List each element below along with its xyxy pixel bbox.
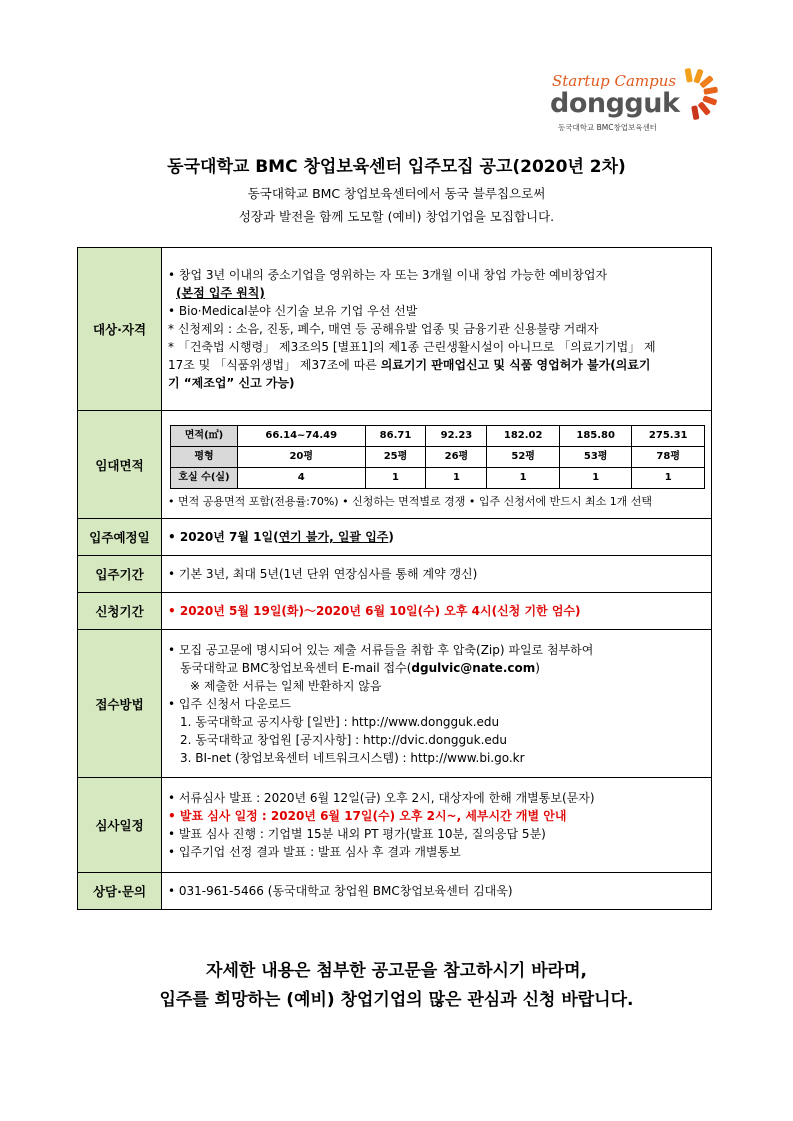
pyeong-cell: 20평 — [238, 446, 366, 467]
intro-line2: 성장과 발전을 함께 도모할 (예비) 창업기업을 모집합니다. — [238, 209, 555, 224]
row-eligibility — [78, 248, 712, 411]
row-move-in — [78, 519, 712, 556]
pyeong-cell: 52평 — [487, 446, 560, 467]
label-period: 입주기간 — [78, 556, 162, 593]
eligibility-line6b: 의료기기 판매업신고 및 식품 영업허가 불가(의료기 — [380, 358, 651, 372]
method-line2c: ) — [535, 660, 540, 675]
move-in-em: 연기 불가, 일괄 입주 — [278, 530, 389, 544]
eligibility-line6a: 17조 및 「식품위생법」 제37조에 따른 — [168, 358, 381, 372]
page-title: 동국대학교 BMC 창업보육센터 입주모집 공고(2020년 2차) — [167, 157, 626, 177]
schedule-line1: • 서류심사 발표 : 2020년 6월 12일(금) 오후 2시, 대상자에 한해 개별통보(문자) — [168, 791, 595, 805]
label-contact: 상담·문의 — [78, 873, 162, 910]
eligibility-line7: 기 “제조업” 신고 가능) — [168, 376, 295, 390]
rooms-cell: 4 — [238, 467, 366, 488]
rooms-cell: 1 — [365, 467, 426, 488]
period-text: • 기본 3년, 최대 5년(1년 단위 연장심사를 통해 계약 갱신) — [162, 556, 712, 593]
rooms-cell: 1 — [632, 467, 705, 488]
intro-line1: 동국대학교 BMC 창업보육센터에서 동국 블루칩으로써 — [247, 186, 546, 201]
label-apply-period: 신청기간 — [78, 593, 162, 630]
apply-period-text: • 2020년 5월 19일(화)～2020년 6월 10일(수) 오후 4시(신청 기한 엄수) — [162, 593, 712, 630]
logo-line3: 동국대학교 BMC창업보육센터 — [558, 123, 657, 132]
pyeong-cell: 25평 — [365, 446, 426, 467]
pyeong-cell: 53평 — [559, 446, 632, 467]
logo-line2: dongguk — [550, 88, 680, 119]
eligibility-line3: • Bio·Medical분야 신기술 보유 기업 우선 선발 — [168, 304, 418, 318]
area-table — [170, 425, 705, 489]
notice-table — [77, 247, 712, 910]
closing-line2: 입주를 희망하는 (예비) 창업기업의 많은 관심과 신청 바랍니다. — [159, 990, 634, 1010]
rooms-cell: 1 — [487, 467, 560, 488]
area-cell: 185.80 — [559, 425, 632, 446]
area-cell: 92.23 — [426, 425, 487, 446]
area-cell: 86.71 — [365, 425, 426, 446]
label-schedule: 심사일정 — [78, 778, 162, 873]
area-note: • 면적 공용면적 포함(전용률:70%) • 신청하는 면적별로 경쟁 • 입주 신청서에 반드시 최소 1개 선택 — [168, 494, 653, 508]
logo-line1: Startup Campus — [552, 72, 677, 90]
method-link2[interactable]: 2. 동국대학교 창업원 [공지사항] : http://dvic.dongguk.edu — [180, 732, 508, 747]
pyeong-cell: 78평 — [632, 446, 705, 467]
eligibility-line2: (본점 입주 원칙) — [176, 286, 265, 300]
area-cell: 275.31 — [632, 425, 705, 446]
move-in-pre: • 2020년 7월 1일( — [168, 530, 279, 544]
label-eligibility: 대상·자격 — [78, 248, 162, 411]
area-cell: 66.14~74.49 — [238, 425, 366, 446]
area-header-rooms: 호실 수(실) — [171, 467, 238, 488]
area-header-pyeong: 평형 — [171, 446, 238, 467]
rooms-cell: 1 — [426, 467, 487, 488]
schedule-line2: • 발표 심사 일정 : 2020년 6월 17일(수) 오후 2시~, 세부시간 개별 안내 — [168, 809, 567, 823]
row-contact — [78, 873, 712, 910]
schedule-line3: • 발표 심사 진행 : 기업별 15분 내외 PT 평가(발표 10분, 질의응답 5분) — [168, 827, 546, 841]
method-line1: • 모집 공고문에 명시되어 있는 제출 서류들을 취합 후 압축(Zip) 파일로 첨부하여 — [168, 642, 594, 657]
label-move-in: 입주예정일 — [78, 519, 162, 556]
label-area: 임대면적 — [78, 411, 162, 519]
method-link3[interactable]: 3. BI-net (창업보육센터 네트워크시스템) : http://www.bi.go.kr — [180, 750, 525, 765]
method-line3: ※ 제출한 서류는 일체 반환하지 않음 — [190, 678, 382, 693]
contact-text: • 031-961-5466 (동국대학교 창업원 BMC창업보육센터 김대욱) — [162, 873, 712, 910]
closing-line1: 자세한 내용은 첨부한 공고문을 참고하시기 바라며, — [206, 961, 587, 981]
startup-campus-logo — [548, 62, 728, 142]
pyeong-cell: 26평 — [426, 446, 487, 467]
row-area — [78, 411, 712, 519]
eligibility-line5: * 「건축법 시행령」 제3조의5 [별표1]의 제1종 근린생활시설이 아니므로 「의료기기법」 제 — [168, 340, 656, 354]
row-schedule — [78, 778, 712, 873]
rooms-cell: 1 — [559, 467, 632, 488]
row-period — [78, 556, 712, 593]
row-method — [78, 630, 712, 778]
area-cell: 182.02 — [487, 425, 560, 446]
area-header-size: 면적(㎡) — [171, 425, 238, 446]
eligibility-line1: • 창업 3년 이내의 중소기업을 영위하는 자 또는 3개월 이내 창업 가능한 예비창업자 — [168, 268, 608, 282]
label-method: 접수방법 — [78, 630, 162, 778]
sunburst-logo-icon — [672, 64, 720, 120]
method-line2a: 동국대학교 BMC창업보육센터 E-mail 접수( — [180, 660, 412, 675]
move-in-post: ) — [388, 530, 394, 544]
row-apply-period — [78, 593, 712, 630]
method-email[interactable]: dgulvic@nate.com — [411, 660, 536, 675]
method-line4: • 입주 신청서 다운로드 — [168, 696, 291, 711]
method-link1[interactable]: 1. 동국대학교 공지사항 [일반] : http://www.dongguk.edu — [180, 714, 500, 729]
schedule-line4: • 입주기업 선정 결과 발표 : 발표 심사 후 결과 개별통보 — [168, 845, 461, 859]
eligibility-line4: * 신청제외 : 소음, 진동, 폐수, 매연 등 공해유발 업종 및 금융기관 신용불량 거래자 — [168, 322, 599, 336]
